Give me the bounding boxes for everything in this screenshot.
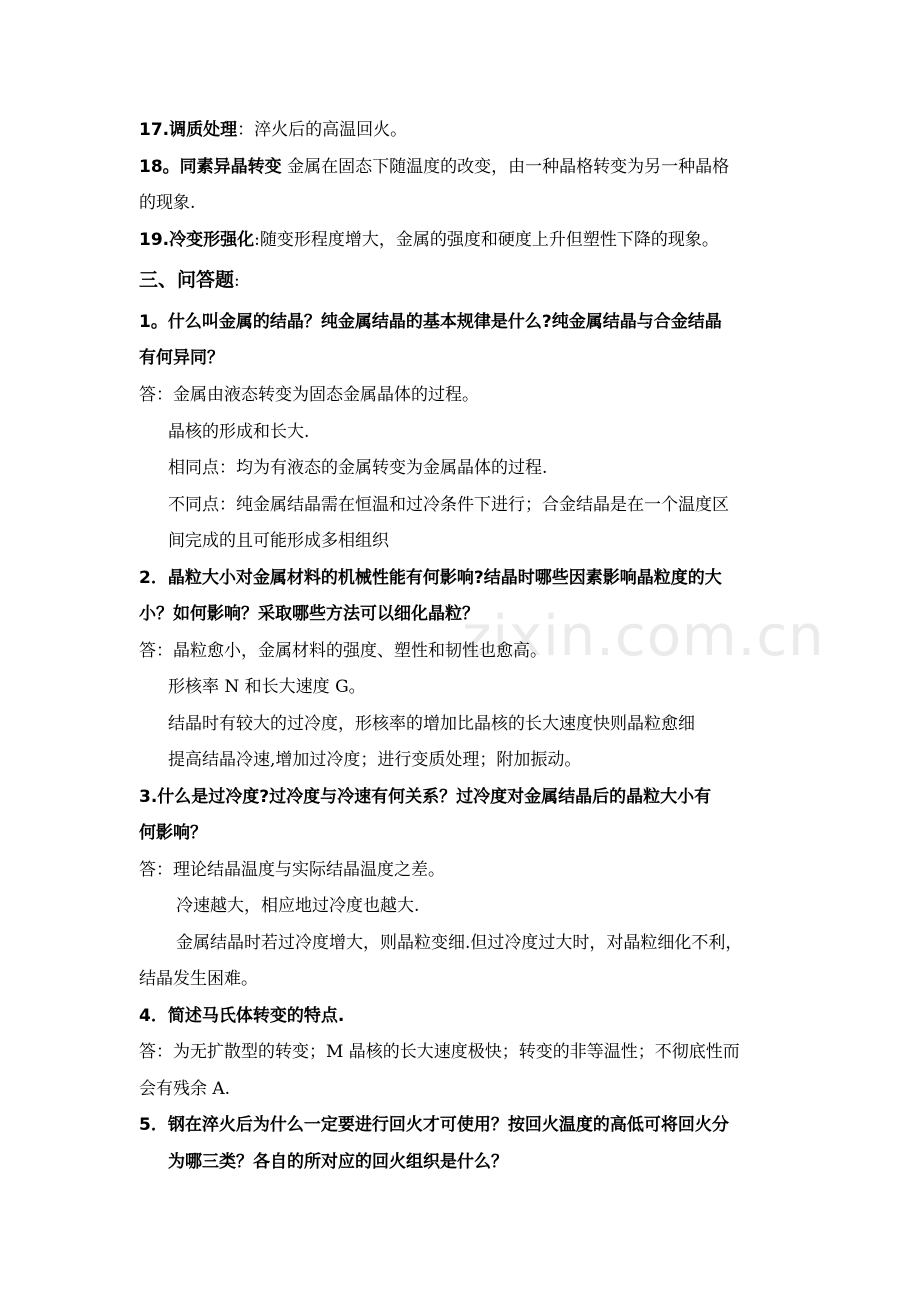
answer-3-line-3: 金属结晶时若过冷度增大，则晶粒变细.但过冷度过大时，对晶粒细化不利， (176, 933, 743, 953)
watermark: zixin.com.cn (462, 604, 825, 669)
answer-1-line-2: 晶核的形成和长大. (168, 422, 310, 442)
answer-1-line-5: 间完成的且可能形成多相组织 (168, 531, 389, 551)
answer-1-line-3: 相同点：均为有液态的金属转变为金属晶体的过程. (168, 458, 548, 478)
question-4-line-1: 4．简述马氏体转变的特点. (139, 1006, 345, 1026)
answer-2-line-1: 答：晶粒愈小，金属材料的强度、塑性和韧性也愈高。 (139, 641, 547, 661)
answer-2-line-4: 提高结晶冷速,增加过冷度；进行变质处理；附加振动。 (168, 750, 582, 770)
definition-term: 18。同素异晶转变 (139, 157, 282, 177)
answer-4-line-2: 会有残余 A. (139, 1079, 231, 1099)
definition-term: 17.调质处理 (139, 120, 238, 140)
answer-1-line-4: 不同点：纯金属结晶需在恒温和过冷条件下进行；合金结晶是在一个温度区 (168, 495, 729, 515)
question-5-line-2: 为哪三类？各自的所对应的回火组织是什么？ (168, 1152, 508, 1172)
question-2-line-2: 小？如何影响？采取哪些方法可以细化晶粒？ (139, 604, 479, 624)
question-1-line-2: 有何异同？ (139, 348, 224, 368)
question-5-line-1: 5．钢在淬火后为什么一定要进行回火才可使用？按回火温度的高低可将回火分 (139, 1115, 729, 1135)
definition-term: 19.冷变形强化 (139, 230, 255, 250)
question-3-line-1: 3.什么是过冷度?过冷度与冷速有何关系？过冷度对金属结晶后的晶粒大小有 (139, 787, 712, 807)
question-1-line-1: 1。什么叫金属的结晶？纯金属结晶的基本规律是什么?纯金属结晶与合金结晶 (139, 312, 722, 332)
definition-18 (139, 155, 729, 179)
definition-18-cont: 的现象. (139, 193, 196, 213)
section-title: 三、问答题 (139, 269, 235, 291)
answer-3-line-1: 答：理论结晶温度与实际结晶温度之差。 (139, 860, 445, 880)
answer-1-line-1: 答：金属由液态转变为固态金属晶体的过程。 (139, 385, 479, 405)
section-suffix: : (234, 271, 240, 291)
question-2-line-1: 2．晶粒大小对金属材料的机械性能有何影响?结晶时哪些因素影响晶粒度的大 (139, 568, 722, 588)
section-heading (139, 268, 240, 293)
question-3-line-2: 何影响？ (139, 823, 207, 843)
definition-text: :随变形程度增大，金属的强度和硬度上升但塑性下降的现象。 (254, 230, 719, 250)
answer-3-line-2: 冷速越大，相应地过冷度也越大. (176, 896, 420, 916)
definition-17 (139, 118, 407, 142)
answer-3-line-4: 结晶发生困难。 (139, 969, 258, 989)
definition-text: ：淬火后的高温回火。 (237, 120, 408, 140)
answer-2-line-2: 形核率 N 和长大速度 G。 (168, 677, 366, 697)
answer-4-line-1: 答：为无扩散型的转变；M 晶核的长大速度极快；转变的非等温性；不彻底性而 (139, 1042, 740, 1062)
answer-2-line-3: 结晶时有较大的过冷度，形核率的增加比晶核的长大速度快则晶粒愈细 (168, 714, 695, 734)
definition-text: 金属在固态下随温度的改变，由一种晶格转变为另一种晶格 (281, 157, 730, 177)
definition-19 (139, 228, 719, 252)
